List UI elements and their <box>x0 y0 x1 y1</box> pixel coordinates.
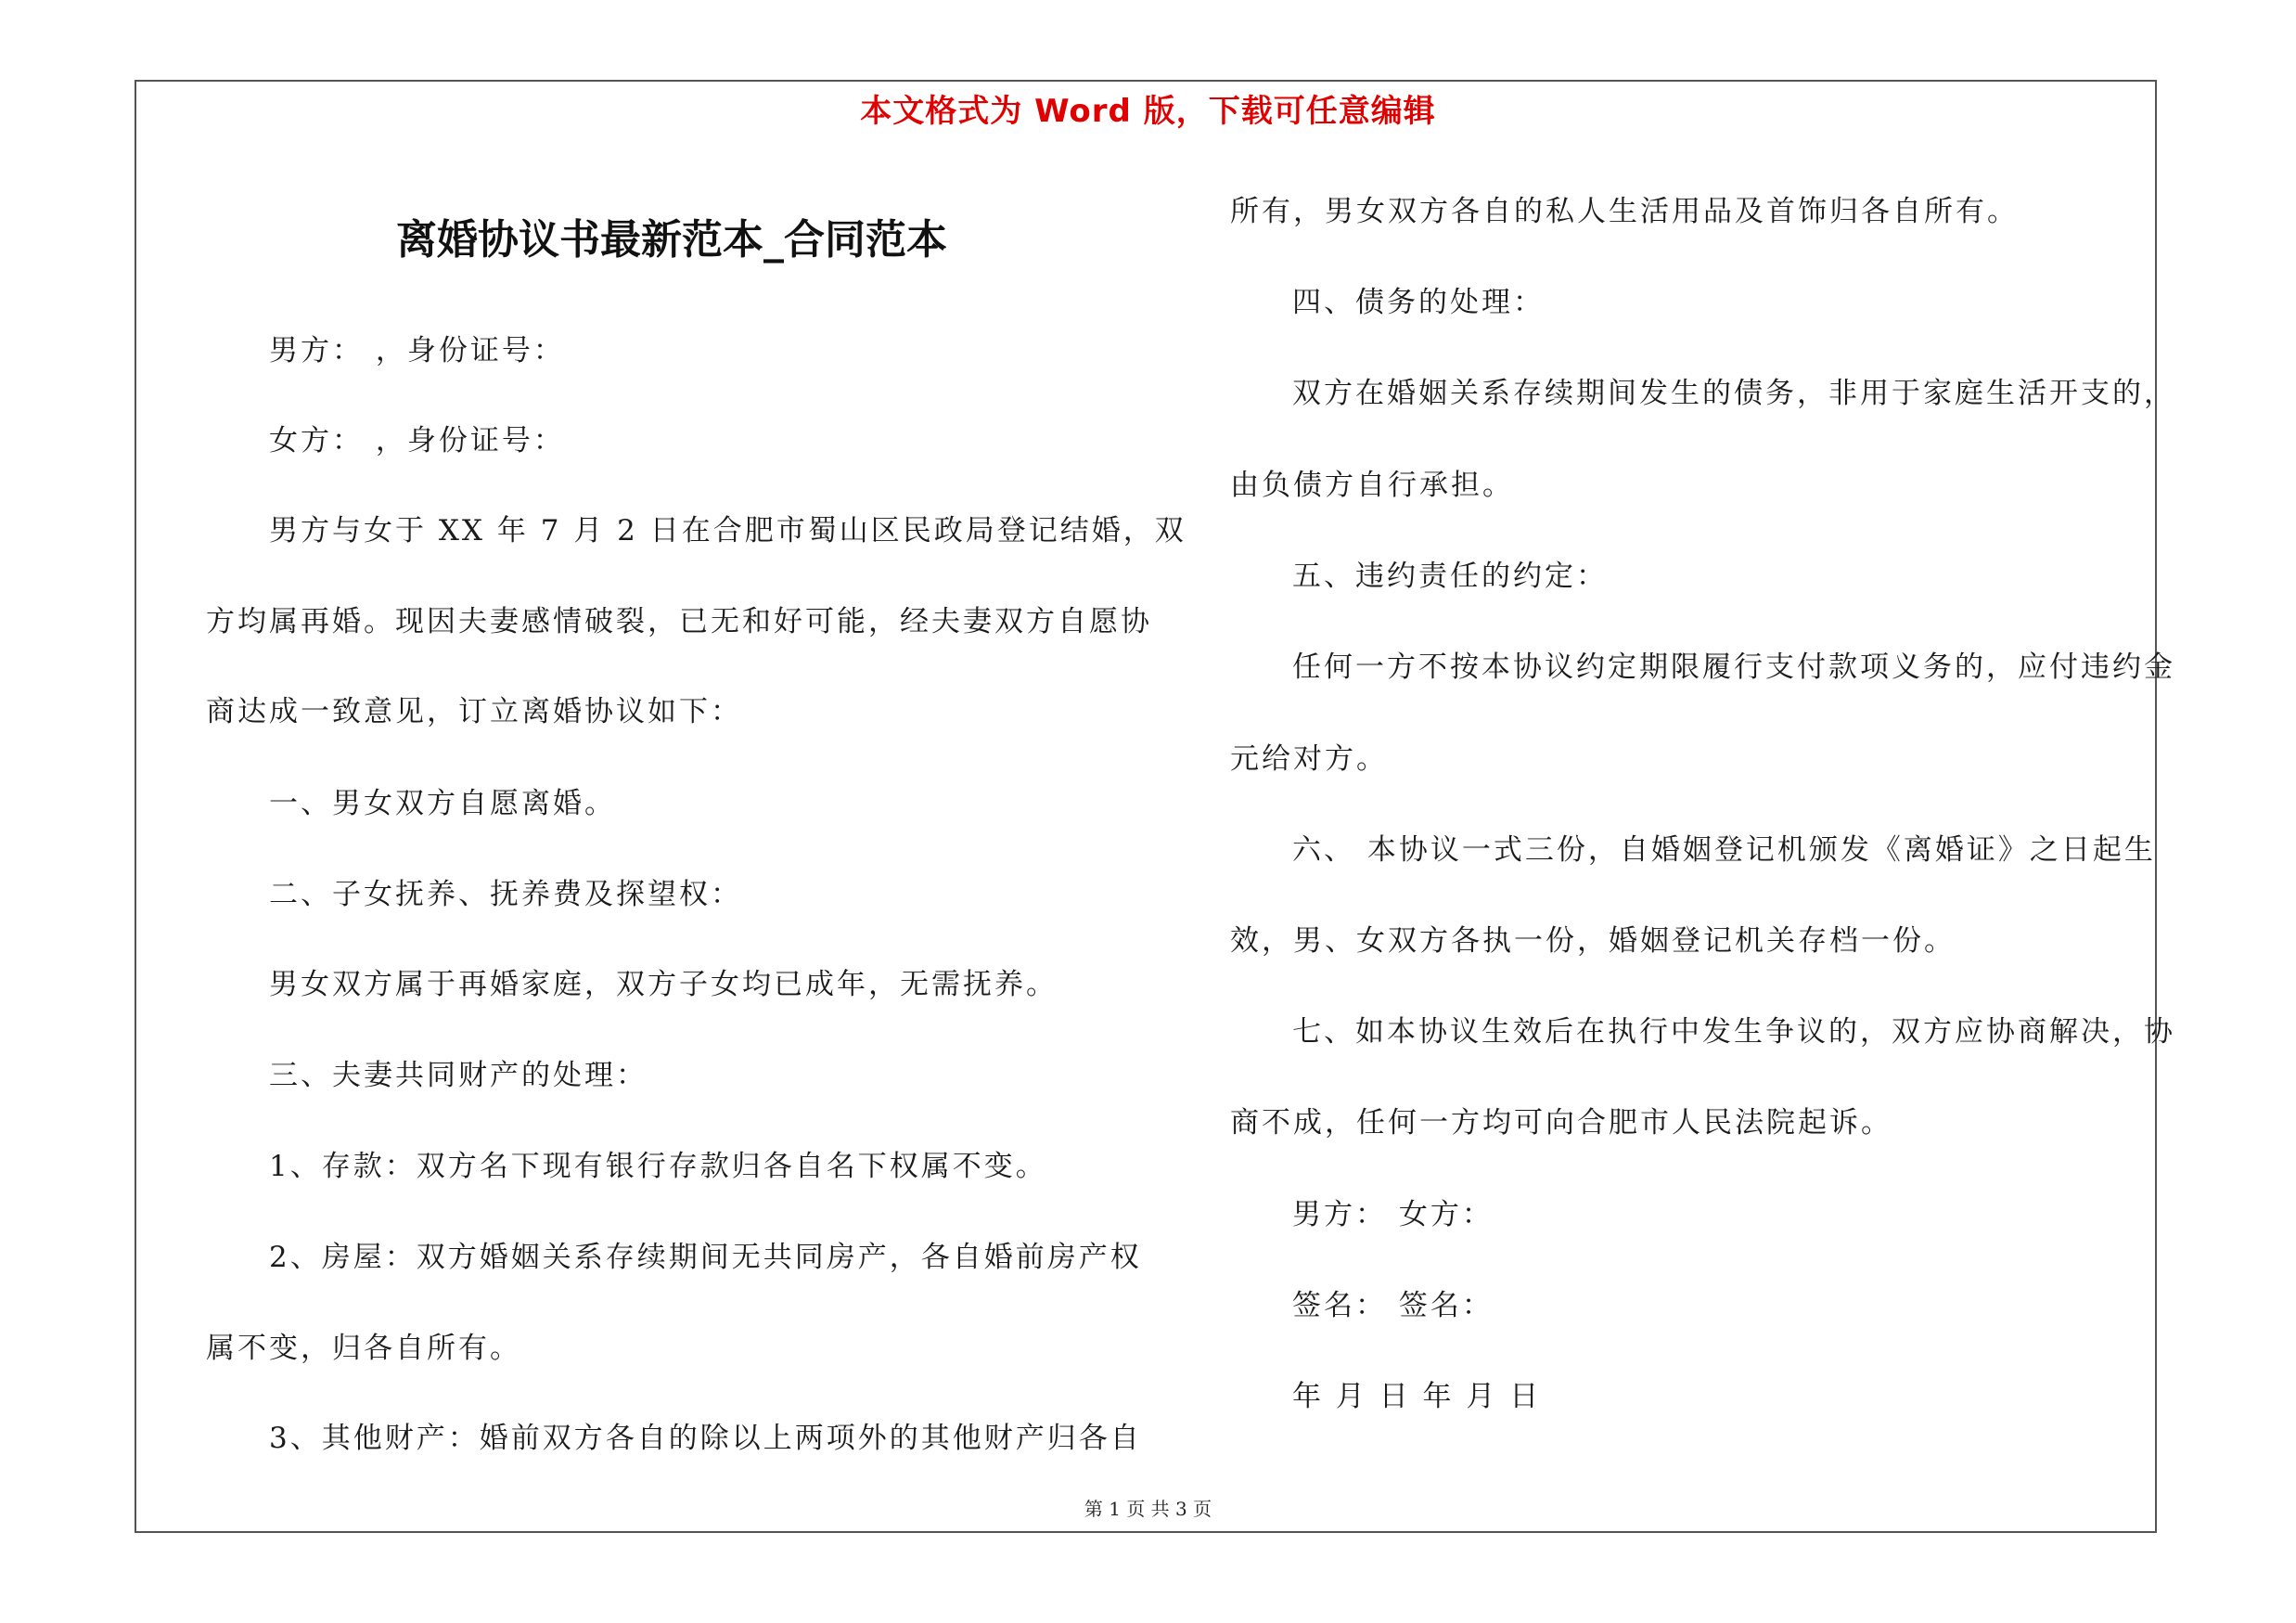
paragraph-line: 五、违约责任的约定： <box>1292 560 1608 593</box>
paragraph-line: 由负债方自行承担。 <box>1230 469 1514 502</box>
paragraph-line: 男方： ，身份证号： <box>269 334 565 367</box>
paragraph-line: 所有，男女双方各自的私人生活用品及首饰归各自所有。 <box>1230 195 2019 228</box>
paragraph-line: 方均属再婚。现因夫妻感情破裂，已无和好可能，经夫妻双方自愿协 <box>206 605 1152 638</box>
paragraph-line: 商不成，任何一方均可向合肥市人民法院起诉。 <box>1230 1106 1892 1140</box>
paragraph-line: 2、房屋：双方婚姻关系存续期间无共同房产，各自婚前房产权 <box>269 1241 1142 1274</box>
paragraph-line: 双方在婚姻关系存续期间发生的债务，非用于家庭生活开支的， <box>1292 377 2175 410</box>
paragraph-line: 1、存款：双方名下现有银行存款归各自名下权属不变。 <box>269 1150 1047 1183</box>
paragraph-line: 元给对方。 <box>1230 742 1388 776</box>
paragraph-line: 男女双方属于再婚家庭，双方子女均已成年，无需抚养。 <box>269 968 1058 1001</box>
paragraph-line: 六、 本协议一式三份，自婚姻登记机颁发《离婚证》之日起生 <box>1292 833 2156 867</box>
paragraph-line: 男方与女于 XX 年 7 月 2 日在合肥市蜀山区民政局登记结婚，双 <box>269 514 1186 547</box>
paragraph-line: 女方： ，身份证号： <box>269 424 565 457</box>
paragraph-line: 四、债务的处理： <box>1292 286 1545 319</box>
paragraph-line: 效，男、女双方各执一份，婚姻登记机关存档一份。 <box>1230 924 1956 958</box>
paragraph-line: 任何一方不按本协议约定期限履行支付款项义务的，应付违约金 <box>1292 650 2175 684</box>
paragraph-line: 属不变，归各自所有。 <box>206 1332 521 1365</box>
signature-line-parties: 男方： 女方： <box>1292 1198 1494 1231</box>
signature-line-dates: 年 月 日 年 月 日 <box>1292 1380 1542 1413</box>
signature-line-names: 签名： 签名： <box>1292 1289 1494 1322</box>
format-banner: 本文格式为 Word 版，下载可任意编辑 <box>860 93 1436 130</box>
paragraph-line: 三、夫妻共同财产的处理： <box>269 1059 648 1092</box>
paragraph-line: 七、如本协议生效后在执行中发生争议的，双方应协商解决，协 <box>1292 1015 2175 1049</box>
paragraph-line: 商达成一致意见，订立离婚协议如下： <box>206 695 742 728</box>
paragraph-line: 3、其他财产：婚前双方各自的除以上两项外的其他财产归各自 <box>269 1422 1142 1455</box>
paragraph-line: 一、男女双方自愿离婚。 <box>269 787 616 820</box>
document-title: 离婚协议书最新范本_合同范本 <box>396 216 947 264</box>
page-number: 第 1 页 共 3 页 <box>1084 1498 1212 1520</box>
paragraph-line: 二、子女抚养、抚养费及探望权： <box>269 878 742 911</box>
